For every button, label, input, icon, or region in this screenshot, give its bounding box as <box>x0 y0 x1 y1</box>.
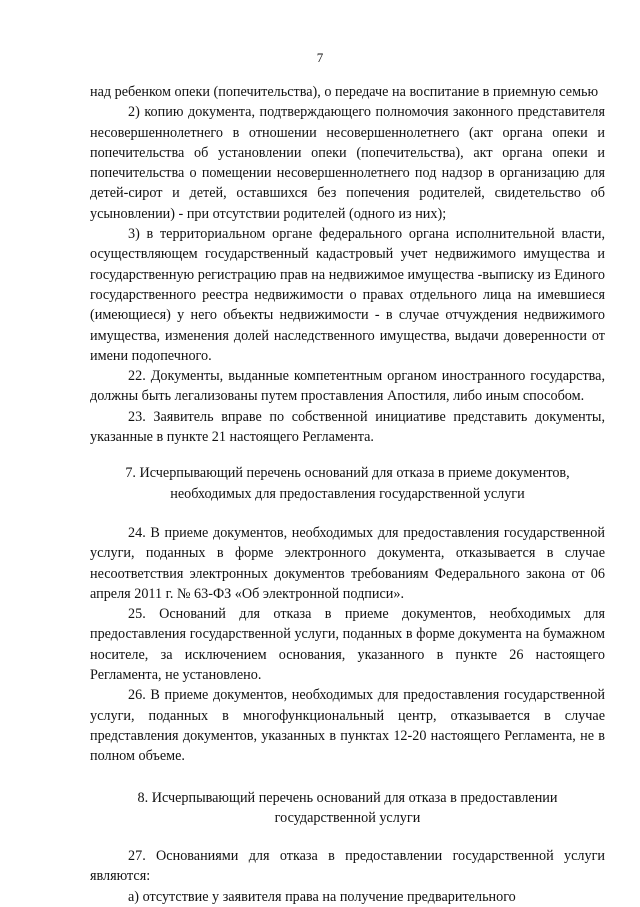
section-heading-8: 8. Исчерпывающий перечень оснований для отказа в предоставлении государственной услуги <box>137 789 558 826</box>
section-heading-7: 7. Исчерпывающий перечень оснований для отказа в приеме документов, необходимых для предоставления государственной услуги <box>125 465 570 502</box>
paragraph-24: 24. В приеме документов, необходимых для предоставления государственной услуги, поданных в форме электронного документа, отказывается в случае несоответствия электронных документов требованиям Федерального закона от 06 апреля 2011 г. № 63-ФЗ «Об электронной подписи». <box>90 524 605 602</box>
document-body <box>90 82 605 907</box>
paragraph-27: 27. Основаниями для отказа в предоставлении государственной услуги являются: <box>90 848 605 885</box>
paragraph-continuation: над ребенком опеки (попечительства), о передаче на воспитание в приемную семью <box>90 84 599 100</box>
paragraph-item-2: 2) копию документа, подтверждающего полномочия законного представителя несовершеннолетнего в отношении несовершеннолетнего (акт органа опеки и попечительства об установлении опеки (попечительства), акт органа опеки и попечительства о помещении несовершеннолетнего под надзор в организацию для детей-сирот и детей, оставшихся без попечения родителей, свидетельство об усыновлении) - при отсутствии родителей (одного из них); <box>90 104 605 222</box>
paragraph-25: 25. Оснований для отказа в приеме документов, необходимых для предоставления государственной услуги, поданных в форме документа на бумажном носителе, за исключением основания, указанного в пункте 26 настоящего Регламента, не установлено. <box>90 606 605 684</box>
paragraph-22: 22. Документы, выданные компетентным органом иностранного государства, должны быть легализованы путем проставления Апостиля, либо иным способом. <box>90 368 605 405</box>
page-number: 7 <box>316 50 324 65</box>
paragraph-26: 26. В приеме документов, необходимых для предоставления государственной услуги, поданных в многофункциональный центр, отказывается в случае представления документов, указанных в пунктах 12-20 настоящего Регламента, не в полном объеме. <box>90 687 605 765</box>
paragraph-27-a: а) отсутствие у заявителя права на получение предварительного <box>128 888 516 905</box>
paragraph-23: 23. Заявитель вправе по собственной инициативе представить документы, указанные в пункте 21 настоящего Регламента. <box>90 408 605 446</box>
paragraph-item-3: 3) в территориальном органе федерального органа исполнительной власти, осуществляющем государственный кадастровый учет недвижимого имущества и государственную регистрацию прав на недвижимое имущества -выписку из Единого государственного реестра недвижимости о правах отдельного лица на имевшиеся (имеющиеся) у него объекты недвижимости - в случае отчуждения недвижимого имущества, изменения долей наследственного имущества, выдачи доверенности от имени подопечного. <box>90 226 605 364</box>
